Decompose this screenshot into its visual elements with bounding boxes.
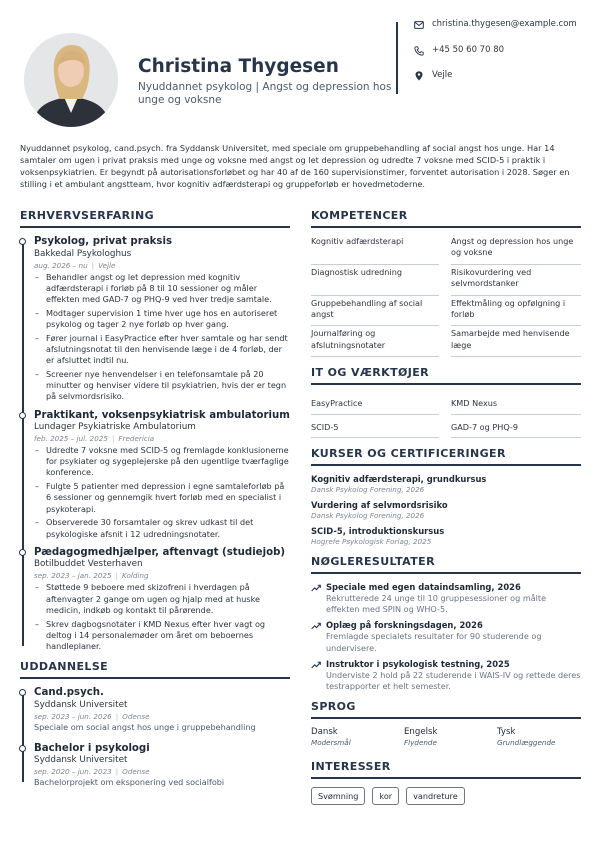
timeline-dot [19,238,26,245]
education-timeline [20,687,290,788]
courses-section [311,447,581,547]
achievements-heading: NØGLERESULTATER [311,555,581,574]
bullet: – Behandler angst og let depression med kognitiv adfærdsterapi i forløb på 8 til 10 sessioner og måler effekten med GAD-7 og PHQ-9 ved hver tredje samtale. [34,272,290,306]
phone-text: +45 50 60 70 80 [432,44,505,55]
phone-icon [414,46,424,56]
education-place: Odense [122,767,150,777]
language-level: Grundlæggende [497,738,556,748]
achievement-item [311,620,581,653]
job-title: Pædagogmedhjælper, aftenvagt (studiejob) [34,546,286,558]
profile-photo [24,33,118,127]
bullet: – Fører journal i EasyPractice efter hver samtale og har sendt afslutningsnotat til den henvisende læge i de 4 forløb, der er afsluttet indtil nu. [34,333,290,367]
job-date: aug. 2026 – nu [34,260,88,270]
contact-location [414,70,594,96]
timeline-dot [19,745,26,752]
education-entry [34,687,290,733]
trend-up-icon [311,584,321,592]
education-note: Bachelorprojekt om eksponering ved socialfobi [34,777,225,788]
job-bullets [34,272,290,403]
interest-tag: kor [372,787,399,805]
candidate-name: Christina Thygesen [138,56,339,77]
school: Syddansk Universitet [34,755,128,766]
languages-grid [311,727,581,748]
tools-grid [311,393,581,438]
tools-heading: IT OG VÆRKTØJER [311,366,581,385]
skill-item: Kognitiv adfærdsterapi [311,236,439,265]
education-place: Odense [122,711,150,721]
job-date: feb. 2025 – jul. 2025 [34,434,108,444]
achievement-desc: Rekrutterede 24 unge til 10 gruppesessioner og målte effekten med SPIN og WHO-5. [326,593,547,615]
bullet: – Skrev dagbogsnotater i KMD Nexus efter hver vagt og deltog i 14 personalemøder om året om beboernes handleplaner. [34,619,290,653]
tool-item: SCID-5 [311,419,439,438]
skill-item: Risikovurdering ved selvmordstanker [451,267,581,296]
experience-entry [34,236,290,403]
job-place: Fredericia [118,434,155,444]
language-level: Modersmål [311,738,351,748]
course-name: Vurdering af selvmordsrisiko [311,500,448,511]
courses-heading: KURSER OG CERTIFICERINGER [311,447,581,466]
experience-heading: ERHVERVSERFARING [20,209,290,228]
degree: Bachelor i psykologi [34,742,150,754]
course-issuer: Dansk Psykolog Forening, 2026 [311,511,425,521]
skills-heading: KOMPETENCER [311,209,581,228]
skill-item: Gruppebehandling af social angst [311,298,439,327]
course-item [311,526,581,547]
experience-entry [34,547,290,652]
employer: Lundager Psykiatriske Ambulatorium [34,422,196,433]
job-bullets [34,445,290,540]
interest-tag: vandreture [406,787,465,805]
job-title: Praktikant, voksenpsykiatrisk ambulatorium [34,409,290,421]
timeline-dot [19,549,26,556]
job-meta: aug. 2026 – nu | Vejle [34,260,116,270]
interests-section [311,760,581,805]
job-place: Vejle [98,260,116,270]
skill-item: Effektmåling og opfølgning i forløb [451,298,581,327]
resume-header [0,0,600,140]
location-text: Vejle [432,70,453,80]
language-name: Tysk [497,727,516,738]
experience-section [20,209,290,652]
tool-item: EasyPractice [311,395,439,414]
tools-section [311,366,581,438]
header-divider [396,22,398,94]
employer: Botilbuddet Vesterhaven [34,559,143,570]
skills-grid [311,236,581,357]
education-entry [34,743,290,789]
bullet: – Udredte 7 voksne med SCID-5 og fremlagde konklusionerne for psykiater og sygeplejerske på den ugentlige tværfaglige konference. [34,445,290,479]
course-item [311,500,581,521]
language-name: Dansk [311,727,338,738]
trend-up-icon [311,661,321,669]
job-place: Kolding [122,571,149,581]
skill-item: Samarbejde med henvisende læge [451,328,581,357]
language-name: Engelsk [404,727,438,738]
course-item [311,474,581,495]
bullet: – Modtager supervision 1 time hver uge hos en autoriseret psykolog og tager 2 nye forløb op hver gang. [34,308,290,330]
timeline-dot [19,689,26,696]
course-name: Kognitiv adfærdsterapi, grundkursus [311,474,487,485]
location-pin-icon [414,71,424,81]
mail-icon [414,20,424,30]
school: Syddansk Universitet [34,699,128,710]
bullet: – Støttede 9 beboere med skizofreni i hverdagen på aftenvagter 2 gange om ugen og hjalp med at huske medicin, indkøb og kontakt til pårørende. [34,582,290,616]
job-meta: sep. 2023 – jan. 2025 | Kolding [34,571,149,581]
education-section [20,660,290,788]
profile-summary: Nyuddannet psykolog, cand.psych. fra Syddansk Universitet, med speciale om gruppebehandling af social angst hos unge. Har 14 samtaler om ugen i privat praksis med unge og voksne med angst og let depression og udredte 7 voksne med SCID-5 i praktik i voksenpsykiatrien. Er begyndt på autorisationsforløbet og har 40 af de 160 supervisionstimer, forventet autorisation i 2028. Søger en stilling i et ambulant angstteam, hvor kognitiv adfærdsterapi og gruppeforløb er hovedmetoderne. [20,143,570,189]
skill-item: Diagnostisk udredning [311,267,439,296]
education-date: sep. 2023 – jun. 2026 [34,711,112,721]
achievement-desc: Underviste 2 hold på 22 studerende i WAIS-IV og rettede deres testrapporter et helt semester. [326,669,581,692]
achievement-desc: Fremlagde specialets resultater for 90 studerende og undervisere. [326,631,542,653]
bullet: – Fulgte 5 patienter med depression i egne samtaleforløb på 6 sessioner og gennemgik hvert forløb med en specialist i psykoterapi. [34,481,290,515]
bullet: – Observerede 30 forsamtaler og skrev udkast til det psykologiske afsnit i 12 udredningsnotater. [34,517,290,539]
achievement-item [311,582,581,615]
trend-up-icon [311,622,321,630]
language-item [497,727,581,748]
achievement-title: Oplæg på forskningsdagen, 2026 [326,620,483,631]
course-issuer: Dansk Psykolog Forening, 2026 [311,485,425,495]
job-bullets [34,582,290,652]
education-date: sep. 2020 – jun. 2023 [34,767,112,777]
interest-tag: Svømning [311,787,365,805]
skill-item: Angst og depression hos unge og voksne [451,236,581,265]
tool-item: KMD Nexus [451,395,581,414]
job-meta: feb. 2025 – jul. 2025 | Fredericia [34,434,155,444]
achievement-item [311,659,581,692]
email-text: christina.thygesen@example.com [432,19,577,29]
achievement-title: Speciale med egen dataindsamling, 2026 [326,582,521,593]
degree: Cand.psych. [34,687,104,699]
language-item [311,727,404,748]
experience-timeline [20,236,290,652]
education-heading: UDDANNELSE [20,660,290,679]
achievement-title: Instruktor i psykologisk testning, 2025 [326,658,510,669]
contact-phone[interactable] [414,45,594,71]
left-column [20,209,290,795]
education-note: Speciale om social angst hos unge i gruppebehandling [34,721,256,732]
skills-section [311,209,581,357]
languages-heading: SPROG [311,700,581,719]
course-name: SCID-5, introduktionskursus [311,526,445,537]
education-meta: sep. 2023 – jun. 2026 | Odense [34,711,150,721]
interest-tags [311,787,581,805]
education-meta: sep. 2020 – jun. 2023 | Odense [34,767,150,777]
employer: Bakkedal Psykologhus [34,248,132,259]
contact-email[interactable] [414,19,594,45]
avatar [24,33,118,127]
job-title: Psykolog, privat praksis [34,236,173,247]
experience-entry [34,410,290,540]
right-column [311,209,581,805]
achievements-section [311,555,581,692]
skill-item: Journalføring og afslutningsnotater [311,328,439,357]
contact-block [414,19,594,96]
language-item [404,727,497,748]
languages-section [311,700,581,748]
interests-heading: INTERESSER [311,760,581,779]
tool-item: GAD-7 og PHQ-9 [451,419,581,438]
language-level: Flydende [404,738,437,748]
job-date: sep. 2023 – jan. 2025 [34,571,112,581]
headline: Nyuddannet psykolog | Angst og depression hos unge og voksne [138,81,392,106]
timeline-dot [19,412,26,419]
course-issuer: Hogrefe Psykologisk Forlag, 2025 [311,537,432,547]
bullet: – Screener nye henvendelser i en telefonsamtale på 20 minutter og henviser videre til psykiatrien, hvis der er tegn på selvmordsrisiko. [34,369,290,403]
